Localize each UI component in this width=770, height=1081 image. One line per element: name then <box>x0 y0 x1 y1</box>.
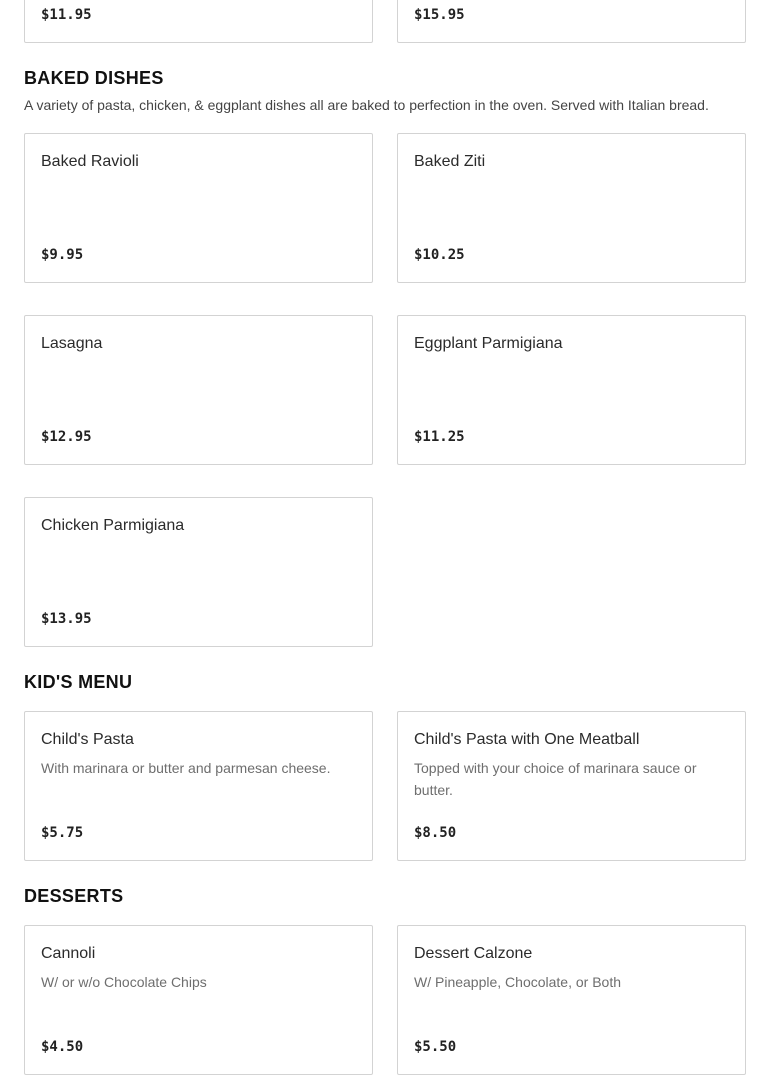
menu-item-card[interactable] <box>24 711 373 861</box>
menu-item-card[interactable] <box>24 0 373 43</box>
item-price: $8.50 <box>414 825 457 841</box>
item-price: $12.95 <box>41 429 92 445</box>
item-price: $11.95 <box>41 7 92 23</box>
item-price: $10.25 <box>414 247 465 263</box>
item-price: $5.50 <box>414 1039 457 1055</box>
section-description: A variety of pasta, chicken, & eggplant dishes all are baked to perfection in the oven. Served with Italian bread. <box>24 97 709 113</box>
item-price: $13.95 <box>41 611 92 627</box>
item-name: Cannoli <box>41 945 96 962</box>
menu-item-card[interactable] <box>24 925 373 1075</box>
menu-item-card[interactable] <box>397 133 746 283</box>
item-price: $5.75 <box>41 825 84 841</box>
item-price: $9.95 <box>41 247 84 263</box>
menu-item-card[interactable] <box>397 711 746 861</box>
item-name: Baked Ziti <box>414 153 486 170</box>
item-description: Topped with your choice of marinara sauce or butter. <box>414 760 697 798</box>
item-description: W/ Pineapple, Chocolate, or Both <box>414 974 622 990</box>
section-title-kids-menu: KID'S MENU <box>24 672 133 692</box>
menu-item-card[interactable] <box>397 315 746 465</box>
item-price: $15.95 <box>414 7 465 23</box>
menu-item-card[interactable] <box>24 497 373 647</box>
menu-item-card[interactable] <box>24 315 373 465</box>
item-name: Baked Ravioli <box>41 153 139 170</box>
section-title-baked-dishes: BAKED DISHES <box>24 68 164 88</box>
menu-item-card[interactable] <box>24 133 373 283</box>
item-name: Dessert Calzone <box>414 945 533 962</box>
item-description: With marinara or butter and parmesan cheese. <box>41 760 331 776</box>
item-name: Child's Pasta <box>41 731 134 748</box>
menu-item-card[interactable] <box>397 0 746 43</box>
section-title-desserts: DESSERTS <box>24 886 124 906</box>
menu-item-card[interactable] <box>397 925 746 1075</box>
item-name: Eggplant Parmigiana <box>414 335 563 352</box>
item-description: W/ or w/o Chocolate Chips <box>41 974 207 990</box>
item-name: Lasagna <box>41 335 103 352</box>
item-name: Child's Pasta with One Meatball <box>414 731 640 748</box>
item-price: $4.50 <box>41 1039 84 1055</box>
item-price: $11.25 <box>414 429 465 445</box>
item-name: Chicken Parmigiana <box>41 517 185 534</box>
